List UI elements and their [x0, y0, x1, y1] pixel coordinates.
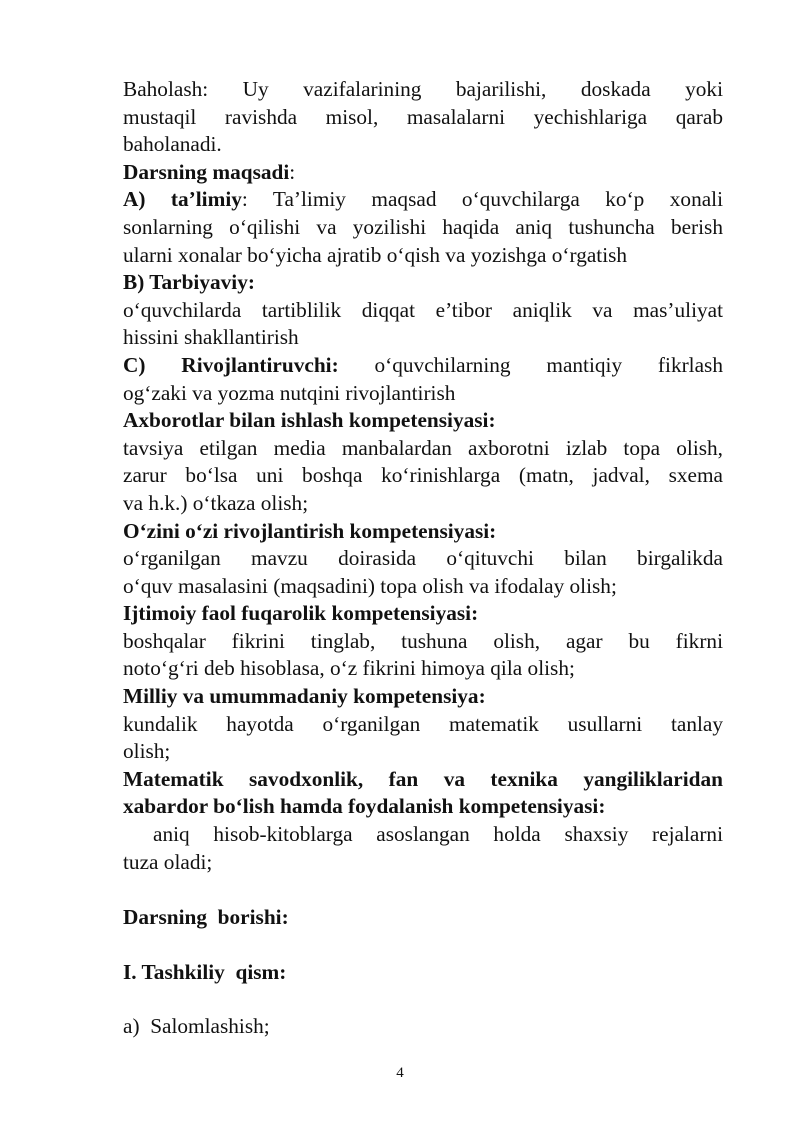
text-line: mustaqil ravishda misol, masalalarni yechishlariga qarab: [123, 104, 723, 129]
text-line: [123, 352, 723, 380]
lesson-goal-heading: [123, 159, 723, 187]
text-line: o‘rganilgan mavzu doirasida o‘qituvchi bilan birgalikda: [123, 546, 723, 571]
text-line: o‘quvchilarda tartiblilik diqqat e’tibor aniqlik va mas’uliyat: [123, 297, 723, 322]
lesson-goal-colon: :: [289, 159, 296, 184]
competency-title: [123, 766, 723, 821]
developmental-goal-text: o‘quvchilarning mantiqiy fikrlash: [338, 352, 723, 377]
lesson-flow-heading: Darsning borishi:: [123, 905, 289, 930]
competency-text: [123, 628, 723, 683]
text-line: olish;: [123, 739, 171, 764]
competency-title: Milliy va umummadaniy kompetensiya:: [123, 684, 486, 709]
text-line: noto‘g‘ri deb hisoblasa, o‘z fikrini himoya qila olish;: [123, 656, 575, 681]
spacer: [123, 986, 723, 1013]
competency-text: [123, 435, 723, 518]
text-line: kundalik hayotda o‘rganilgan matematik usullarni tanlay: [123, 711, 723, 736]
list-item: a) Salomlashish;: [123, 1014, 270, 1039]
competency-title: Ijtimoiy faol fuqarolik kompetensiyasi:: [123, 601, 479, 626]
text-line: ularni xonalar bo‘yicha ajratib o‘qish va yozishga o‘rgatish: [123, 242, 628, 267]
text-line: hissini shakllantirish: [123, 325, 299, 350]
educational-goal-label: A) ta’limiy: [123, 187, 242, 212]
document-page: [123, 76, 723, 1041]
page-number: 4: [396, 1065, 404, 1081]
text-line: sonlarning o‘qilishi va yozilishi haqida aniq tushuncha berish: [123, 214, 723, 239]
lesson-goal-label: Darsning maqsadi: [123, 159, 290, 184]
text-line: baholanadi.: [123, 132, 222, 157]
text-line: va h.k.) o‘tkaza olish;: [123, 490, 309, 515]
text-line: og‘zaki va yozma nutqini rivojlantirish: [123, 380, 456, 405]
competency-text: [123, 711, 723, 766]
text-line: [123, 186, 723, 214]
spacer: [123, 932, 723, 959]
assessment-paragraph: [123, 76, 723, 159]
text-line: tuza oladi;: [123, 849, 213, 874]
organizational-part-heading: I. Tashkiliy qism:: [123, 959, 287, 984]
competency-title: Axborotlar bilan ishlash kompetensiyasi:: [123, 408, 496, 433]
text-line: Baholash: Uy vazifalarining bajarilishi, doskada yoki: [123, 77, 723, 101]
educational-goal-paragraph: [123, 186, 723, 269]
competency-text: [123, 821, 723, 876]
upbringing-goal-paragraph: [123, 297, 723, 352]
developmental-goal-paragraph: [123, 352, 723, 407]
text-line: aniq hisob-kitoblarga asoslangan holda shaxsiy rejalarni: [153, 822, 723, 847]
text-line: o‘quv masalasini (maqsadini) topa olish va ifodalay olish;: [123, 573, 617, 598]
text-line: Matematik savodxonlik, fan va texnika yangiliklaridan: [123, 766, 723, 791]
upbringing-goal-label: B) Tarbiyaviy:: [123, 270, 255, 295]
educational-goal-text: : Ta’limiy maqsad o‘quvchilarga ko‘p xonali: [241, 187, 724, 212]
text-line: zarur bo‘lsa uni boshqa ko‘rinishlarga (matn, jadval, sxema: [123, 463, 723, 488]
competency-title: O‘zini o‘zi rivojlantirish kompetensiyasi:: [123, 518, 497, 543]
developmental-goal-label: C) Rivojlantiruvchi:: [123, 352, 339, 377]
text-line: xabardor bo‘lish hamda foydalanish kompetensiyasi:: [123, 794, 606, 819]
text-line: tavsiya etilgan media manbalardan axborotni izlab topa olish,: [123, 435, 723, 460]
text-line: boshqalar fikrini tinglab, tushuna olish, agar bu fikrni: [123, 628, 723, 653]
competency-text: [123, 545, 723, 600]
spacer: [123, 876, 723, 904]
